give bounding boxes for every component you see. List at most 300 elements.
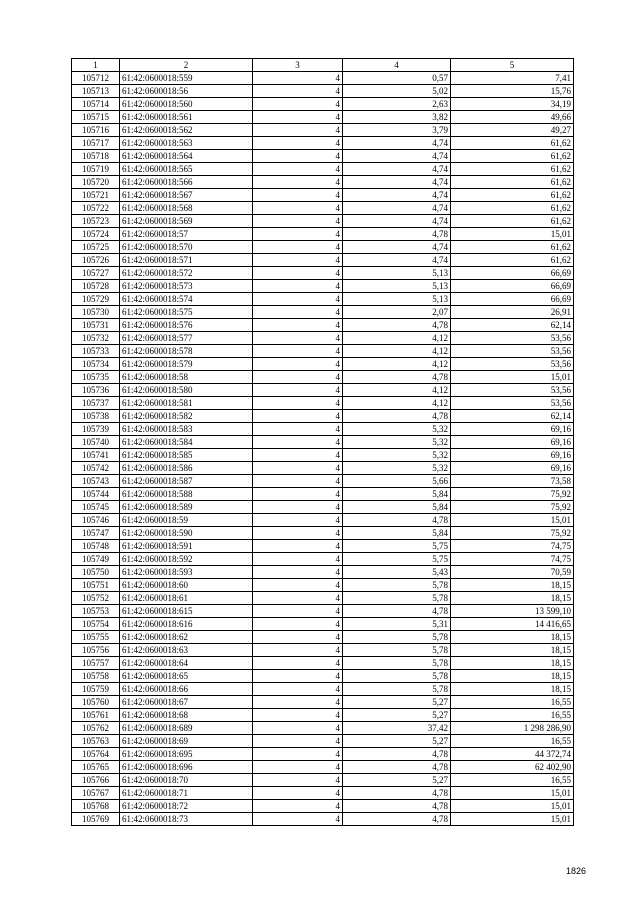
row-number-cell: 105757: [72, 657, 120, 670]
row-number-cell: 105744: [72, 488, 120, 501]
code-cell: 4: [253, 813, 343, 826]
value-cell: 5,78: [343, 644, 451, 657]
table-row: [72, 449, 574, 462]
code-cell: 4: [253, 267, 343, 280]
row-number-cell: 105769: [72, 813, 120, 826]
table-row: [72, 462, 574, 475]
amount-cell: 16,55: [451, 774, 574, 787]
row-number-cell: 105726: [72, 254, 120, 267]
amount-cell: 15,01: [451, 371, 574, 384]
table-row: [72, 605, 574, 618]
row-number-cell: 105732: [72, 332, 120, 345]
table-row: [72, 774, 574, 787]
cadastral-number-cell: 61:42:0600018:69: [120, 735, 253, 748]
table-row: [72, 397, 574, 410]
cadastral-number-cell: 61:42:0600018:72: [120, 800, 253, 813]
cadastral-number-cell: 61:42:0600018:695: [120, 748, 253, 761]
column-header-2: 2: [120, 59, 253, 72]
cadastral-number-cell: 61:42:0600018:62: [120, 631, 253, 644]
value-cell: 37,42: [343, 722, 451, 735]
code-cell: 4: [253, 592, 343, 605]
row-number-cell: 105739: [72, 423, 120, 436]
row-number-cell: 105740: [72, 436, 120, 449]
row-number-cell: 105753: [72, 605, 120, 618]
column-header-3: 3: [253, 59, 343, 72]
row-number-cell: 105733: [72, 345, 120, 358]
cadastral-number-cell: 61:42:0600018:591: [120, 540, 253, 553]
value-cell: 4,74: [343, 254, 451, 267]
amount-cell: 26,91: [451, 306, 574, 319]
code-cell: 4: [253, 501, 343, 514]
row-number-cell: 105738: [72, 410, 120, 423]
amount-cell: 69,16: [451, 462, 574, 475]
code-cell: 4: [253, 358, 343, 371]
cadastral-number-cell: 61:42:0600018:63: [120, 644, 253, 657]
table-row: [72, 787, 574, 800]
code-cell: 4: [253, 748, 343, 761]
value-cell: 5,02: [343, 85, 451, 98]
cadastral-number-cell: 61:42:0600018:616: [120, 618, 253, 631]
amount-cell: 18,15: [451, 644, 574, 657]
row-number-cell: 105742: [72, 462, 120, 475]
value-cell: 4,12: [343, 358, 451, 371]
value-cell: 4,78: [343, 748, 451, 761]
code-cell: 4: [253, 85, 343, 98]
cadastral-number-cell: 61:42:0600018:568: [120, 202, 253, 215]
row-number-cell: 105712: [72, 72, 120, 85]
value-cell: 4,78: [343, 371, 451, 384]
value-cell: 5,32: [343, 462, 451, 475]
amount-cell: 61,62: [451, 150, 574, 163]
cadastral-number-cell: 61:42:0600018:560: [120, 98, 253, 111]
cadastral-number-cell: 61:42:0600018:57: [120, 228, 253, 241]
amount-cell: 18,15: [451, 670, 574, 683]
amount-cell: 66,69: [451, 267, 574, 280]
code-cell: 4: [253, 683, 343, 696]
amount-cell: 61,62: [451, 202, 574, 215]
column-header-1: 1: [72, 59, 120, 72]
amount-cell: 53,56: [451, 358, 574, 371]
code-cell: 4: [253, 228, 343, 241]
code-cell: 4: [253, 631, 343, 644]
code-cell: 4: [253, 436, 343, 449]
amount-cell: 62,14: [451, 319, 574, 332]
value-cell: 5,27: [343, 696, 451, 709]
value-cell: 3,79: [343, 124, 451, 137]
table-row: [72, 631, 574, 644]
cadastral-number-cell: 61:42:0600018:575: [120, 306, 253, 319]
table-row: [72, 592, 574, 605]
amount-cell: 53,56: [451, 397, 574, 410]
amount-cell: 75,92: [451, 527, 574, 540]
value-cell: 4,74: [343, 176, 451, 189]
cadastral-number-cell: 61:42:0600018:574: [120, 293, 253, 306]
amount-cell: 18,15: [451, 592, 574, 605]
table-row: [72, 670, 574, 683]
amount-cell: 44 372,74: [451, 748, 574, 761]
code-cell: 4: [253, 293, 343, 306]
code-cell: 4: [253, 735, 343, 748]
row-number-cell: 105727: [72, 267, 120, 280]
code-cell: 4: [253, 800, 343, 813]
table-row: [72, 553, 574, 566]
value-cell: 4,78: [343, 787, 451, 800]
code-cell: 4: [253, 774, 343, 787]
row-number-cell: 105734: [72, 358, 120, 371]
cadastral-number-cell: 61:42:0600018:615: [120, 605, 253, 618]
amount-cell: 34,19: [451, 98, 574, 111]
table-row: [72, 319, 574, 332]
cadastral-number-cell: 61:42:0600018:696: [120, 761, 253, 774]
row-number-cell: 105736: [72, 384, 120, 397]
cadastral-number-cell: 61:42:0600018:570: [120, 241, 253, 254]
row-number-cell: 105745: [72, 501, 120, 514]
table-row: [72, 748, 574, 761]
value-cell: 5,13: [343, 293, 451, 306]
row-number-cell: 105766: [72, 774, 120, 787]
amount-cell: 62,14: [451, 410, 574, 423]
value-cell: 5,31: [343, 618, 451, 631]
cadastral-number-cell: 61:42:0600018:572: [120, 267, 253, 280]
code-cell: 4: [253, 371, 343, 384]
code-cell: 4: [253, 124, 343, 137]
table-row: [72, 332, 574, 345]
row-number-cell: 105750: [72, 566, 120, 579]
table-row: [72, 527, 574, 540]
amount-cell: 53,56: [451, 384, 574, 397]
table-row: [72, 813, 574, 826]
table-row: [72, 358, 574, 371]
header-row: [72, 59, 574, 72]
value-cell: 4,12: [343, 384, 451, 397]
amount-cell: 49,66: [451, 111, 574, 124]
row-number-cell: 105731: [72, 319, 120, 332]
code-cell: 4: [253, 670, 343, 683]
row-number-cell: 105720: [72, 176, 120, 189]
code-cell: 4: [253, 449, 343, 462]
code-cell: 4: [253, 605, 343, 618]
row-number-cell: 105715: [72, 111, 120, 124]
amount-cell: 13 599,10: [451, 605, 574, 618]
code-cell: 4: [253, 163, 343, 176]
cadastral-number-cell: 61:42:0600018:585: [120, 449, 253, 462]
value-cell: 5,43: [343, 566, 451, 579]
cadastral-number-cell: 61:42:0600018:61: [120, 592, 253, 605]
code-cell: 4: [253, 215, 343, 228]
table-row: [72, 722, 574, 735]
row-number-cell: 105760: [72, 696, 120, 709]
cadastral-number-cell: 61:42:0600018:583: [120, 423, 253, 436]
table-row: [72, 384, 574, 397]
code-cell: 4: [253, 579, 343, 592]
row-number-cell: 105729: [72, 293, 120, 306]
amount-cell: 69,16: [451, 436, 574, 449]
code-cell: 4: [253, 527, 343, 540]
column-header-4: 4: [343, 59, 451, 72]
amount-cell: 62 402,90: [451, 761, 574, 774]
cadastral-number-cell: 61:42:0600018:573: [120, 280, 253, 293]
cadastral-number-cell: 61:42:0600018:578: [120, 345, 253, 358]
value-cell: 5,27: [343, 709, 451, 722]
table-row: [72, 709, 574, 722]
value-cell: 3,82: [343, 111, 451, 124]
amount-cell: 61,62: [451, 137, 574, 150]
cadastral-number-cell: 61:42:0600018:562: [120, 124, 253, 137]
cadastral-number-cell: 61:42:0600018:579: [120, 358, 253, 371]
value-cell: 4,78: [343, 605, 451, 618]
table-row: [72, 254, 574, 267]
value-cell: 5,66: [343, 475, 451, 488]
value-cell: 5,78: [343, 579, 451, 592]
row-number-cell: 105718: [72, 150, 120, 163]
value-cell: 5,78: [343, 631, 451, 644]
cadastral-number-cell: 61:42:0600018:56: [120, 85, 253, 98]
amount-cell: 15,01: [451, 787, 574, 800]
table-row: [72, 85, 574, 98]
value-cell: 5,84: [343, 488, 451, 501]
row-number-cell: 105761: [72, 709, 120, 722]
row-number-cell: 105728: [72, 280, 120, 293]
code-cell: 4: [253, 397, 343, 410]
value-cell: 5,84: [343, 501, 451, 514]
table-row: [72, 306, 574, 319]
row-number-cell: 105759: [72, 683, 120, 696]
table-row: [72, 72, 574, 85]
code-cell: 4: [253, 423, 343, 436]
table-row: [72, 566, 574, 579]
amount-cell: 69,16: [451, 449, 574, 462]
table-row: [72, 436, 574, 449]
amount-cell: 18,15: [451, 683, 574, 696]
cadastral-number-cell: 61:42:0600018:589: [120, 501, 253, 514]
cadastral-number-cell: 61:42:0600018:559: [120, 72, 253, 85]
code-cell: 4: [253, 319, 343, 332]
value-cell: 4,78: [343, 514, 451, 527]
amount-cell: 53,56: [451, 345, 574, 358]
table-row: [72, 137, 574, 150]
cadastral-number-cell: 61:42:0600018:59: [120, 514, 253, 527]
row-number-cell: 105755: [72, 631, 120, 644]
code-cell: 4: [253, 787, 343, 800]
table-row: [72, 410, 574, 423]
cadastral-number-cell: 61:42:0600018:569: [120, 215, 253, 228]
cadastral-number-cell: 61:42:0600018:571: [120, 254, 253, 267]
amount-cell: 75,92: [451, 488, 574, 501]
value-cell: 5,27: [343, 735, 451, 748]
row-number-cell: 105713: [72, 85, 120, 98]
row-number-cell: 105721: [72, 189, 120, 202]
table-row: [72, 644, 574, 657]
amount-cell: 1 298 286,90: [451, 722, 574, 735]
table-row: [72, 423, 574, 436]
table-row: [72, 683, 574, 696]
row-number-cell: 105748: [72, 540, 120, 553]
row-number-cell: 105724: [72, 228, 120, 241]
table-row: [72, 735, 574, 748]
code-cell: 4: [253, 111, 343, 124]
cadastral-number-cell: 61:42:0600018:590: [120, 527, 253, 540]
row-number-cell: 105754: [72, 618, 120, 631]
code-cell: 4: [253, 150, 343, 163]
table-row: [72, 488, 574, 501]
cadastral-number-cell: 61:42:0600018:71: [120, 787, 253, 800]
row-number-cell: 105723: [72, 215, 120, 228]
table-row: [72, 761, 574, 774]
code-cell: 4: [253, 410, 343, 423]
code-cell: 4: [253, 202, 343, 215]
amount-cell: 66,69: [451, 293, 574, 306]
amount-cell: 61,62: [451, 163, 574, 176]
amount-cell: 14 416,65: [451, 618, 574, 631]
value-cell: 4,12: [343, 332, 451, 345]
code-cell: 4: [253, 761, 343, 774]
cadastral-number-cell: 61:42:0600018:566: [120, 176, 253, 189]
row-number-cell: 105716: [72, 124, 120, 137]
cadastral-number-cell: 61:42:0600018:58: [120, 371, 253, 384]
code-cell: 4: [253, 696, 343, 709]
table-body: [72, 72, 574, 826]
amount-cell: 75,92: [451, 501, 574, 514]
row-number-cell: 105730: [72, 306, 120, 319]
row-number-cell: 105762: [72, 722, 120, 735]
value-cell: 5,78: [343, 657, 451, 670]
cadastral-number-cell: 61:42:0600018:567: [120, 189, 253, 202]
table-row: [72, 800, 574, 813]
row-number-cell: 105749: [72, 553, 120, 566]
amount-cell: 15,01: [451, 514, 574, 527]
value-cell: 5,32: [343, 449, 451, 462]
amount-cell: 69,16: [451, 423, 574, 436]
code-cell: 4: [253, 306, 343, 319]
value-cell: 4,78: [343, 228, 451, 241]
row-number-cell: 105763: [72, 735, 120, 748]
code-cell: 4: [253, 540, 343, 553]
amount-cell: 16,55: [451, 735, 574, 748]
cadastral-number-cell: 61:42:0600018:60: [120, 579, 253, 592]
value-cell: 4,74: [343, 163, 451, 176]
value-cell: 4,74: [343, 215, 451, 228]
amount-cell: 61,62: [451, 215, 574, 228]
code-cell: 4: [253, 254, 343, 267]
value-cell: 5,13: [343, 267, 451, 280]
row-number-cell: 105747: [72, 527, 120, 540]
amount-cell: 49,27: [451, 124, 574, 137]
table-row: [72, 475, 574, 488]
code-cell: 4: [253, 176, 343, 189]
amount-cell: 61,62: [451, 189, 574, 202]
row-number-cell: 105746: [72, 514, 120, 527]
code-cell: 4: [253, 566, 343, 579]
cadastral-number-cell: 61:42:0600018:565: [120, 163, 253, 176]
code-cell: 4: [253, 72, 343, 85]
code-cell: 4: [253, 475, 343, 488]
value-cell: 4,74: [343, 137, 451, 150]
value-cell: 4,74: [343, 202, 451, 215]
value-cell: 5,75: [343, 553, 451, 566]
table-row: [72, 124, 574, 137]
table-row: [72, 202, 574, 215]
value-cell: 5,78: [343, 592, 451, 605]
table-row: [72, 176, 574, 189]
code-cell: 4: [253, 137, 343, 150]
code-cell: 4: [253, 462, 343, 475]
cadastral-number-cell: 61:42:0600018:689: [120, 722, 253, 735]
table-row: [72, 111, 574, 124]
cadastral-number-cell: 61:42:0600018:65: [120, 670, 253, 683]
cadastral-number-cell: 61:42:0600018:70: [120, 774, 253, 787]
cadastral-number-cell: 61:42:0600018:587: [120, 475, 253, 488]
code-cell: 4: [253, 657, 343, 670]
cadastral-number-cell: 61:42:0600018:68: [120, 709, 253, 722]
table-row: [72, 241, 574, 254]
table-row: [72, 163, 574, 176]
amount-cell: 73,58: [451, 475, 574, 488]
cadastral-number-cell: 61:42:0600018:588: [120, 488, 253, 501]
value-cell: 4,74: [343, 241, 451, 254]
row-number-cell: 105722: [72, 202, 120, 215]
column-header-5: 5: [451, 59, 574, 72]
value-cell: 4,78: [343, 800, 451, 813]
value-cell: 5,75: [343, 540, 451, 553]
table-row: [72, 345, 574, 358]
row-number-cell: 105719: [72, 163, 120, 176]
row-number-cell: 105737: [72, 397, 120, 410]
value-cell: 5,27: [343, 774, 451, 787]
amount-cell: 18,15: [451, 631, 574, 644]
cadastral-number-cell: 61:42:0600018:64: [120, 657, 253, 670]
row-number-cell: 105743: [72, 475, 120, 488]
value-cell: 5,32: [343, 423, 451, 436]
amount-cell: 53,56: [451, 332, 574, 345]
cadastral-number-cell: 61:42:0600018:576: [120, 319, 253, 332]
value-cell: 2,63: [343, 98, 451, 111]
table-row: [72, 267, 574, 280]
amount-cell: 66,69: [451, 280, 574, 293]
value-cell: 4,12: [343, 345, 451, 358]
cadastral-number-cell: 61:42:0600018:561: [120, 111, 253, 124]
cadastral-number-cell: 61:42:0600018:593: [120, 566, 253, 579]
data-table: [71, 58, 574, 826]
amount-cell: 15,76: [451, 85, 574, 98]
row-number-cell: 105752: [72, 592, 120, 605]
row-number-cell: 105756: [72, 644, 120, 657]
value-cell: 4,74: [343, 150, 451, 163]
amount-cell: 74,75: [451, 540, 574, 553]
code-cell: 4: [253, 709, 343, 722]
table-row: [72, 293, 574, 306]
amount-cell: 18,15: [451, 579, 574, 592]
amount-cell: 18,15: [451, 657, 574, 670]
cadastral-number-cell: 61:42:0600018:584: [120, 436, 253, 449]
row-number-cell: 105768: [72, 800, 120, 813]
table-row: [72, 579, 574, 592]
amount-cell: 61,62: [451, 176, 574, 189]
value-cell: 4,74: [343, 189, 451, 202]
cadastral-number-cell: 61:42:0600018:563: [120, 137, 253, 150]
table-row: [72, 215, 574, 228]
code-cell: 4: [253, 280, 343, 293]
cadastral-number-cell: 61:42:0600018:592: [120, 553, 253, 566]
amount-cell: 15,01: [451, 813, 574, 826]
amount-cell: 61,62: [451, 254, 574, 267]
row-number-cell: 105735: [72, 371, 120, 384]
table-row: [72, 189, 574, 202]
code-cell: 4: [253, 241, 343, 254]
table-row: [72, 150, 574, 163]
cadastral-number-cell: 61:42:0600018:67: [120, 696, 253, 709]
table-header: [72, 59, 574, 72]
value-cell: 2,07: [343, 306, 451, 319]
